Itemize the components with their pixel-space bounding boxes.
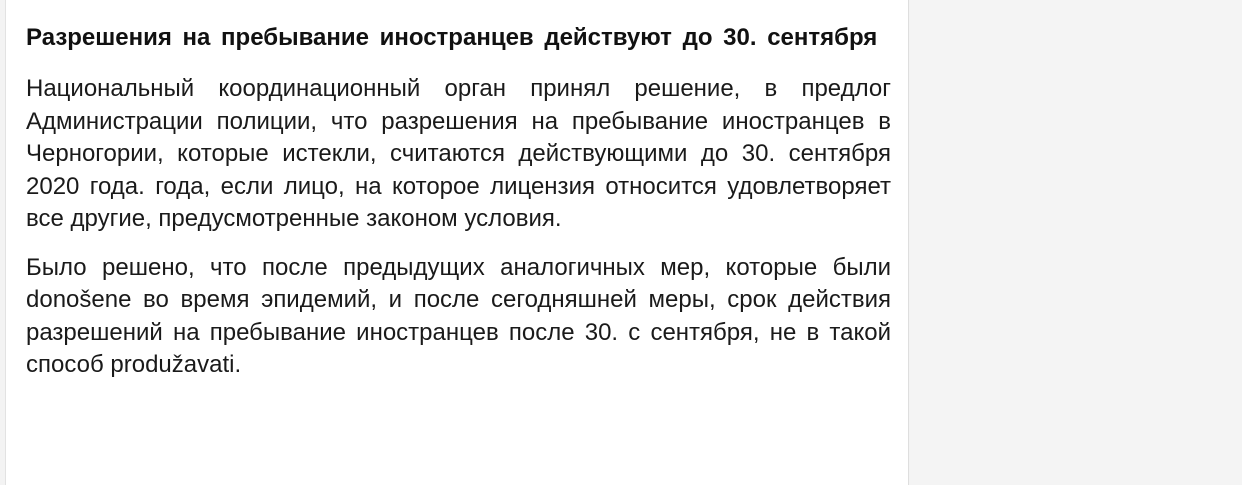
next-headline-cutoff [26,468,526,483]
article-paragraph-2: Было решено, что после предыдущих аналогичных мер, которые были donošene во время эпидемий, и после сегодняшней меры, срок действия разрешений на пребывание иностранцев после 30. с сентября, не в такой способ produžavati. [26,253,891,378]
article-card [5,0,909,485]
article-paragraph-1: Национальный координационный орган принял решение, в предлог Администрации полиции, что разрешения на пребывание иностранцев в Черногории, которые истекли, считаются действующими до 30. сентября 2020 года. года, если лицо, на которое лицензия относится удовлетворяет все другие, предусмотренные законом условия. [26,75,891,232]
article-content [26,21,891,382]
previous-content-cutoff [26,0,426,2]
right-sidebar [910,0,1242,485]
article-headline[interactable]: Разрешения на пребывание иностранцев действуют до 30. сентября [26,24,878,51]
